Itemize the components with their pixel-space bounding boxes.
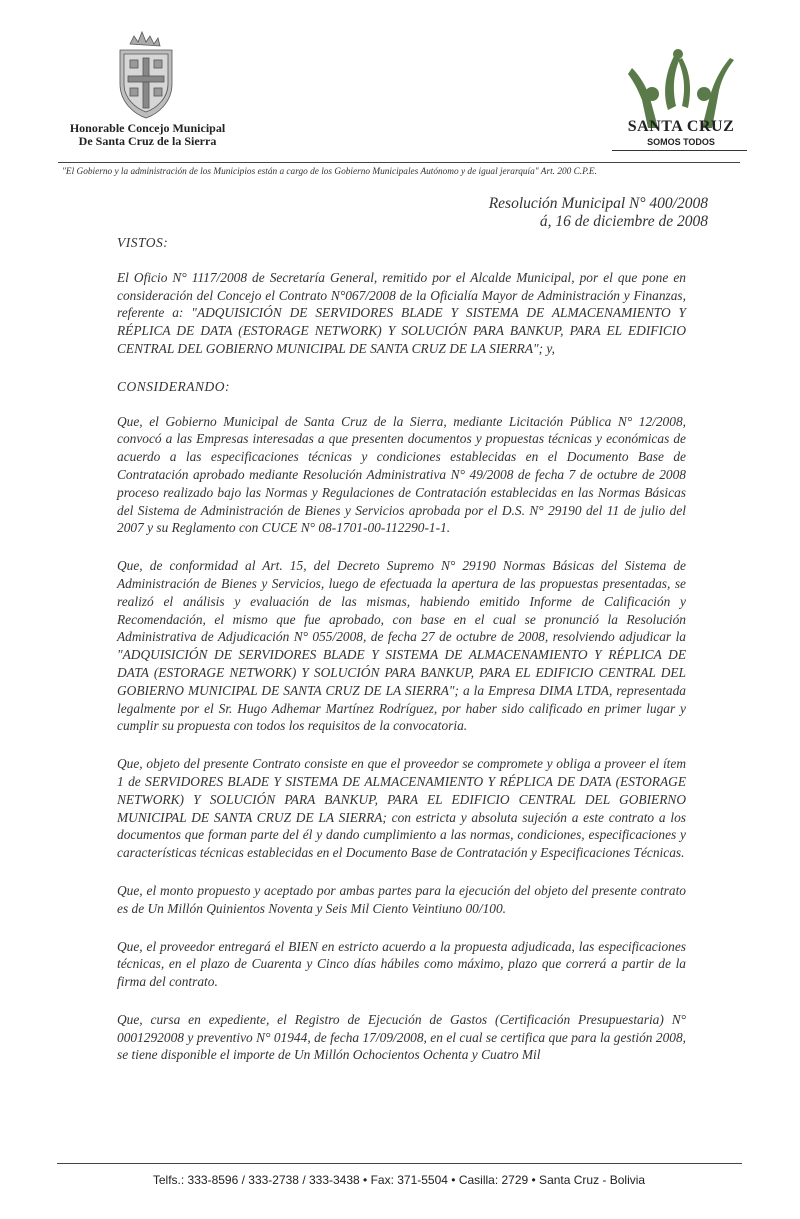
resolution-date: á, 16 de diciembre de 2008 (539, 213, 708, 230)
considerando-paragraph-2: Que, de conformidad al Art. 15, del Decreto Supremo N° 29190 Normas Básicas del Sistema de Administración de Bienes y Servicios, luego de efectuada la apertura de las propuestas presentadas, se realizó el análisis y evaluación de las mismas, habiendo emitido Informe de Calificación y Recomendación, el mismo que fue aprobado, con base en el cual se pronunció la Resolución Administrativa de Adjudicación N° 055/2008, de fecha 27 de octubre de 2008, resolviendo adjudicar la "ADQUISICIÓN DE SERVIDORES BLADE Y SISTEMA DE ALMACENAMIENTO Y RÉPLICA DE DATA (ESTORAGE NETWORK) Y SOLUCIÓN PARA BANKUP, PARA EL EDIFICIO CENTRAL DEL GOBIERNO MUNICIPAL DE SANTA CRUZ DE LA SIERRA"; a la Empresa DIMA LTDA, representada legalmente por el Sr. Hugo Adhemar Martínez Rodríguez, por haber sido calificado en primer lugar y cumplir su propuesta con todos los requisitos de la convocatoria. (117, 558, 686, 734)
footer-contact: Telfs.: 333-8596 / 333-2738 / 333-3438 • Fax: 371-5504 • Casilla: 2729 • Santa Cruz - Bolivia (152, 1173, 646, 1187)
footer-divider (57, 1163, 742, 1164)
brand-name: SANTA CRUZ (627, 118, 735, 135)
considerando-paragraph-4: Que, el monto propuesto y aceptado por ambas partes para la ejecución del objeto del presente contrato es de Un Millón Quinientos Noventa y Seis Mil Ciento Veintiuno 00/100. (117, 882, 686, 916)
considerando-heading: CONSIDERANDO: (117, 378, 230, 394)
document-body (117, 234, 686, 1084)
resolution-title: Resolución Municipal N° 400/2008 (488, 195, 708, 212)
council-name (40, 122, 255, 148)
council-line-1: Honorable Concejo Municipal (69, 121, 226, 135)
considerando-paragraph-6: Que, cursa en expediente, el Registro de Ejecución de Gastos (Certificación Presupuestaria) N° 0001292008 y preventivo N° 01944, de fecha 17/09/2008, en el cual se certifica que para la gestión 2008, se tiene disponible el importe de Un Millón Ochocientos Ochenta y Cuatro Mil (117, 1011, 686, 1063)
constitution-quote: "El Gobierno y la administración de los Municipios están a cargo de los Gobierno Municipales Autónomo y de igual jerarquía" Art. 200 C.P.E. (62, 167, 597, 177)
vistos-heading: VISTOS: (117, 235, 169, 250)
header-divider (58, 162, 740, 163)
resolution-block (489, 195, 708, 231)
considerando-paragraph-1: Que, el Gobierno Municipal de Santa Cruz de la Sierra, mediante Licitación Pública N° 12/2008, convocó a las Empresas interesadas a que presenten documentos y propuestas técnicas y económicas de acuerdo a las especificaciones técnicas y condiciones establecidas en el Documento Base de Contratación aprobado mediante Resolución Administrativa N° 49/2008 de fecha 7 de octubre de 2008 proceso realizado bajo las Normas y Regulaciones de Contratación establecidas en las Normas Básicas del Sistema de Administración de Bienes y Servicios aprobada por el D.S. N° 29190 del 11 de julio del 2007 y su Reglamento con CUCE N° 08-1701-00-112290-1-1. (117, 413, 686, 536)
considerando-paragraph-3: Que, objeto del presente Contrato consiste en que el proveedor se compromete y obliga a proveer el ítem 1 de SERVIDORES BLADE Y SISTEMA DE ALMACENAMIENTO Y RÉPLICA DE DATA (ESTORAGE NETWORK) Y SOLUCIÓN PARA BANKUP, PARA EL EDIFICIO CENTRAL DEL GOBIERNO MUNICIPAL DE SANTA CRUZ DE LA SIERRA; con estricta y absoluta sujeción a este contrato a los documentos que forman parte del él y dando cumplimiento a las normas, condiciones, especificaciones y características técnicas establecidas en el Documento Base de Contratación y Especificaciones Técnicas. (117, 756, 686, 861)
brand-slogan: SOMOS TODOS (647, 137, 715, 147)
considerando-paragraph-5: Que, el proveedor entregará el BIEN en estricto acuerdo a la propuesta adjudicada, las especificaciones técnicas, en el plazo de Cuarenta y Cinco días hábiles como máximo, plazo que correrá a partir de la firma del contrato. (117, 938, 686, 990)
coat-of-arms-icon (110, 30, 182, 122)
brand-underline (612, 150, 747, 151)
council-line-2: De Santa Cruz de la Sierra (78, 134, 217, 148)
vistos-paragraph: El Oficio N° 1117/2008 de Secretaría General, remitido por el Alcalde Municipal, por el que pone en consideración del Concejo el Contrato N°067/2008 de la Oficialía Mayor de Administración y Finanzas, referente a: "ADQUISICIÓN DE SERVIDORES BLADE Y SISTEMA DE ALMACENAMIENTO Y RÉPLICA DE DATA (ESTORAGE NETWORK) Y SOLUCIÓN PARA BANKUP, PARA EL EDIFICIO CENTRAL DEL GOBIERNO MUNICIPAL DE SANTA CRUZ DE LA SIERRA"; y, (117, 269, 686, 356)
